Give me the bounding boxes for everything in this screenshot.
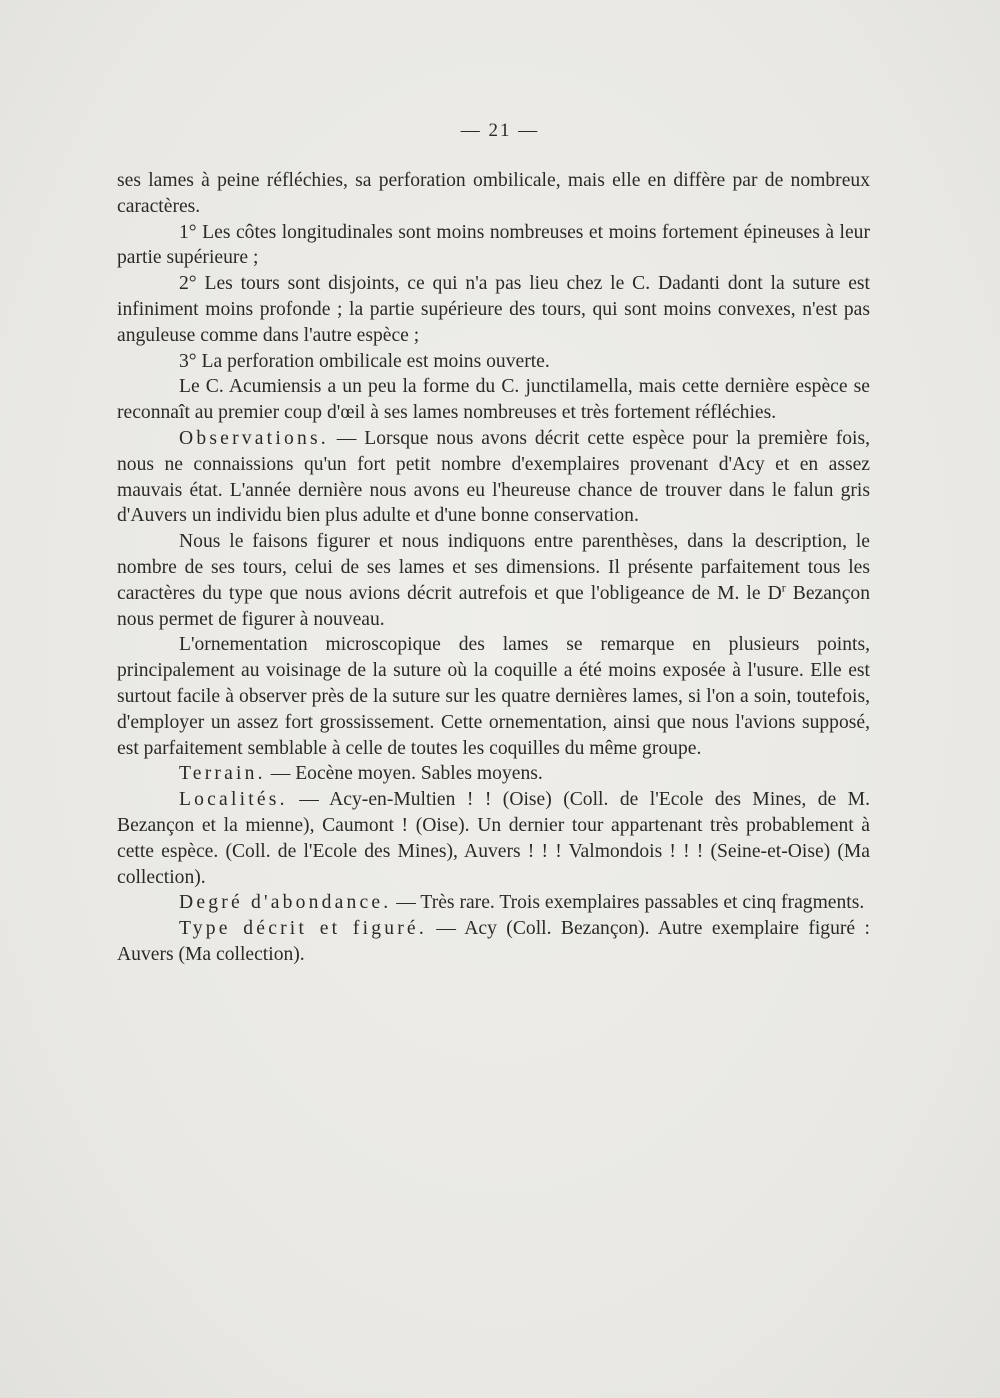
paragraph: L'ornementation microscopique des lames se remarque en plusieurs points, principalement au voisinage de la suture où la coquille a été moins exposée à l'usure. Elle est surtout facile à observer près de la suture sur les quatre dernières lames, si l'on a soin, toutefois, d'employer un assez fort grossissement. Cette ornementation, ainsi que nous l'avions supposé, est parfaitement semblable à celle de toutes les coquilles du même groupe.	[117, 634, 870, 759]
paragraph-terrain: Terrain. — Eocène moyen. Sables moyens.	[179, 763, 543, 785]
page-number: — 21 —	[460, 120, 540, 141]
paragraph-localites: Localités. — Acy-en-Multien ! ! (Oise) (Coll. de l'Ecole des Mines, de M. Bezançon et la mienne), Caumont ! (Oise). Un dernier tour appartenant très probablement à cette espèce. (Coll. de l'Ecole des Mines), Auvers ! ! ! Valmondois ! ! ! (Seine-et-Oise) (Ma collection).	[117, 789, 871, 888]
paragraph-type: Type décrit et figuré. — Acy (Coll. Bezançon). Autre exemplaire figuré : Auvers (Ma collection).	[117, 918, 870, 965]
section-label: Localités.	[179, 789, 288, 811]
paragraph: Nous le faisons figurer et nous indiquons entre parenthèses, dans la description, le nombre de ses tours, celui de ses lames et ses dimensions. Il présente parfaitement tous les caractères du type que nous avions décrit autrefois et que l'obligeance de M. le $D^r$ Bezançon nous permet de figurer à nouveau.	[117, 531, 870, 630]
paragraph: Le C. Acumiensis a un peu la forme du C. junctilamella, mais cette dernière espèce se reconnaît au premier coup d'œil à ses lames nombreuses et très fortement réfléchies.	[117, 376, 870, 424]
paragraph-point-3: 3° La perforation ombilicale est moins ouverte.	[179, 350, 550, 372]
section-label: Terrain.	[179, 763, 266, 785]
list-number: 3°	[179, 350, 197, 372]
paragraph: ses lames à peine réfléchies, sa perforation ombilicale, mais elle en diffère par de nombreux caractères.	[117, 170, 870, 217]
list-number: 1°	[179, 221, 197, 243]
paragraph-abondance: Degré d'abondance. — Très rare. Trois exemplaires passables et cinq fragments.	[179, 892, 865, 914]
paragraph-point-2: 2° Les tours sont disjoints, ce qui n'a pas lieu chez le C. Dadanti dont la suture est infiniment moins profonde ; la partie supérieure des tours, qui sont moins convexes, n'est pas anguleuse comme dans l'autre espèce ;	[117, 273, 870, 346]
body-text	[117, 168, 870, 968]
section-label: Observations.	[179, 427, 329, 449]
section-label: Type décrit et figuré.	[179, 918, 427, 940]
superscript: r	[781, 580, 786, 595]
paragraph-observations: Observations. — Lorsque nous avons décrit cette espèce pour la première fois, nous ne connaissions qu'un fort petit nombre d'exemplaires provenant d'Acy et en assez mauvais état. L'année dernière nous avons eu l'heureuse chance de trouver dans le falun gris d'Auvers un individu bien plus adulte et d'une bonne conservation.	[117, 427, 870, 527]
paragraph-point-1: 1° Les côtes longitudinales sont moins nombreuses et moins fortement épineuses à leur partie supérieure ;	[117, 221, 871, 269]
section-label: Degré d'abondance.	[179, 892, 392, 914]
list-number: 2°	[179, 273, 197, 295]
